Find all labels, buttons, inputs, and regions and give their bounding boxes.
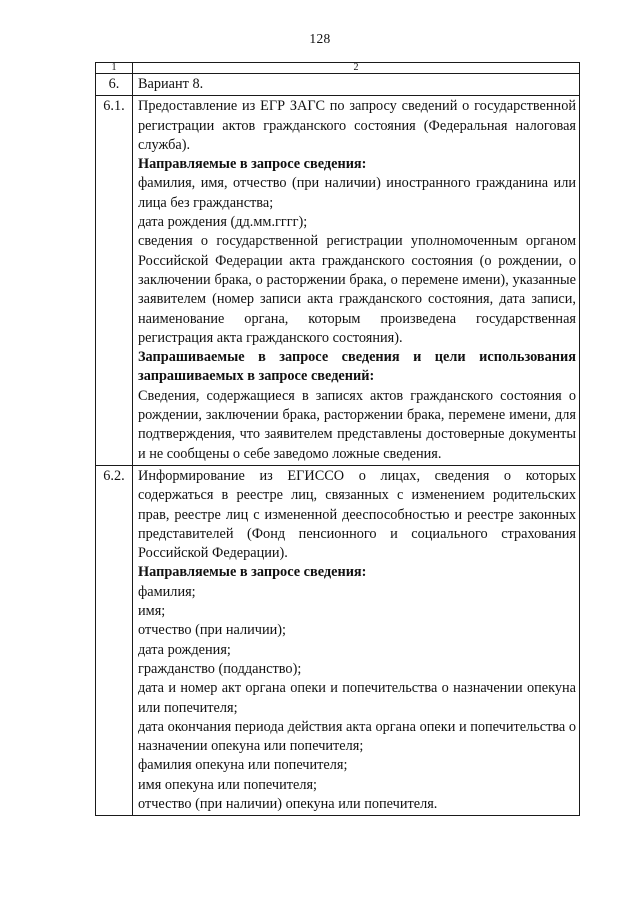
paragraph: фамилия опекуна или попечителя; (138, 757, 348, 774)
table-row (96, 96, 580, 466)
paragraph: дата окончания периода действия акта органа опеки и попечительства о назначении опекуна или попечителя; (138, 718, 576, 755)
column-number-1: 1 (96, 63, 133, 74)
row-content (133, 96, 580, 466)
paragraph: имя; (138, 603, 166, 620)
table-row (96, 465, 580, 815)
paragraph: отчество (при наличии) опекуна или попечителя. (138, 795, 438, 812)
paragraph: фамилия, имя, отчество (при наличии) иностранного гражданина или лица без гражданства; (138, 175, 576, 211)
table-row (96, 74, 580, 96)
paragraph: сведения о государственной регистрации уполномоченным органом Российской Федерации акта гражданского состояния (о рождении, о заключении брака, о расторжении брака, о перемене имени), указанные заявителем (номер записи акта гражданского состояния, дата записи, наименование органа, которым произведена государственная регистрация акта гражданского состояния). (138, 233, 576, 346)
row-number: 6.1. (96, 96, 133, 466)
row-number: 6.2. (96, 465, 133, 815)
row-content (133, 74, 580, 96)
section-heading: Запрашиваемые в запросе сведения и цели использования запрашиваемых в запросе сведений: (138, 349, 576, 385)
paragraph: дата рождения (дд.мм.гггг); (138, 214, 308, 231)
paragraph: дата рождения; (138, 641, 231, 658)
page-number: 128 (309, 31, 331, 46)
paragraph: гражданство (подданство); (138, 660, 302, 677)
section-heading: Направляемые в запросе сведения: (138, 156, 367, 173)
row-content (133, 465, 580, 815)
section-heading: Направляемые в запросе сведения: (138, 564, 367, 581)
paragraph: Предоставление из ЕГР ЗАГС по запросу сведений о государственной регистрации актов гражданского состояния (Федеральная налоговая служба). (138, 98, 576, 153)
document-table (95, 62, 580, 816)
paragraph: отчество (при наличии); (138, 622, 286, 639)
paragraph: фамилия; (138, 583, 196, 600)
document-table-body (96, 63, 580, 816)
paragraph: Вариант 8. (138, 76, 204, 92)
paragraph: Информирование из ЕГИССО о лицах, сведения о которых содержаться в реестре лиц, связанных с изменением родительских прав, реестре лиц с измененной дееспособностью и реестре законных представителей (Фонд пенсионного и социального страхования Российской Федерации). (138, 467, 576, 562)
paragraph: Сведения, содержащиеся в записях актов гражданского состояния о рождении, заключении брака, расторжении брака, перемене имени, для подтверждения, что заявителем представлены достоверные документы и не сообщены о себе заведомо ложные сведения. (138, 387, 576, 462)
paragraph: дата и номер акт органа опеки и попечительства о назначении опекуна или попечителя; (138, 680, 576, 716)
table-header-row (96, 63, 580, 74)
row-number: 6. (96, 74, 133, 96)
column-number-2: 2 (133, 63, 580, 74)
paragraph: имя опекуна или попечителя; (138, 776, 318, 793)
